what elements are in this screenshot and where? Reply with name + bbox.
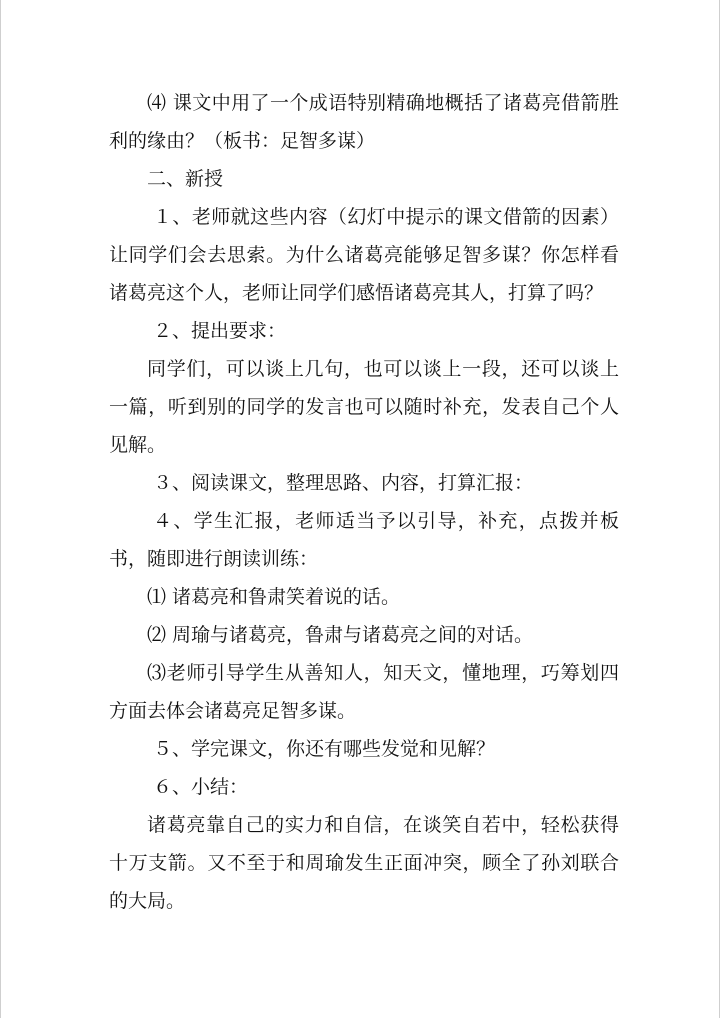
document-body [109,84,619,920]
paragraph-step-2: ２、提出要求： [153,320,287,342]
paragraph-step-1: １、老师就这些内容（幻灯中提示的课文借箭的因素）让同学们会去思索。为什么诸葛亮能够足智多谋？你怎样看诸葛亮这个人，老师让同学们感悟诸葛亮其人，打算了吗？ [109,206,619,304]
paragraph-summary: 诸葛亮靠自己的实力和自信，在谈笑自若中，轻松获得十万支箭。又不至于和周瑜发生正面冲突，顾全了孙刘联合的大局。 [109,814,619,912]
paragraph-step-6: ６、小结： [153,776,249,798]
paragraph-step-5: ５、学完课文，你还有哪些发觉和见解？ [153,738,496,760]
section-heading-new-lesson: 二、新授 [147,168,224,190]
list-item-1: ⑴ 诸葛亮和鲁肃笑着说的话。 [147,586,401,608]
paragraph-step-3: ３、阅读课文，整理思路、内容，打算汇报： [153,472,534,494]
list-item-2: ⑵ 周瑜与诸葛亮，鲁肃与诸葛亮之间的对话。 [147,624,534,646]
paragraph-question-4: ⑷ 课文中用了一个成语特别精确地概括了诸葛亮借箭胜利的缘由？（板书：足智多谋） [109,92,619,152]
paragraph-step-4: ４、学生汇报，老师适当予以引导，补充，点拨并板书，随即进行朗读训练： [109,510,619,570]
paragraph-requirements: 同学们，可以谈上几句，也可以谈上一段，还可以谈上一篇，听到别的同学的发言也可以随时补充，发表自己个人见解。 [109,358,619,456]
list-item-3: ⑶老师引导学生从善知人，知天文，懂地理，巧筹划四方面去体会诸葛亮足智多谋。 [109,662,619,722]
